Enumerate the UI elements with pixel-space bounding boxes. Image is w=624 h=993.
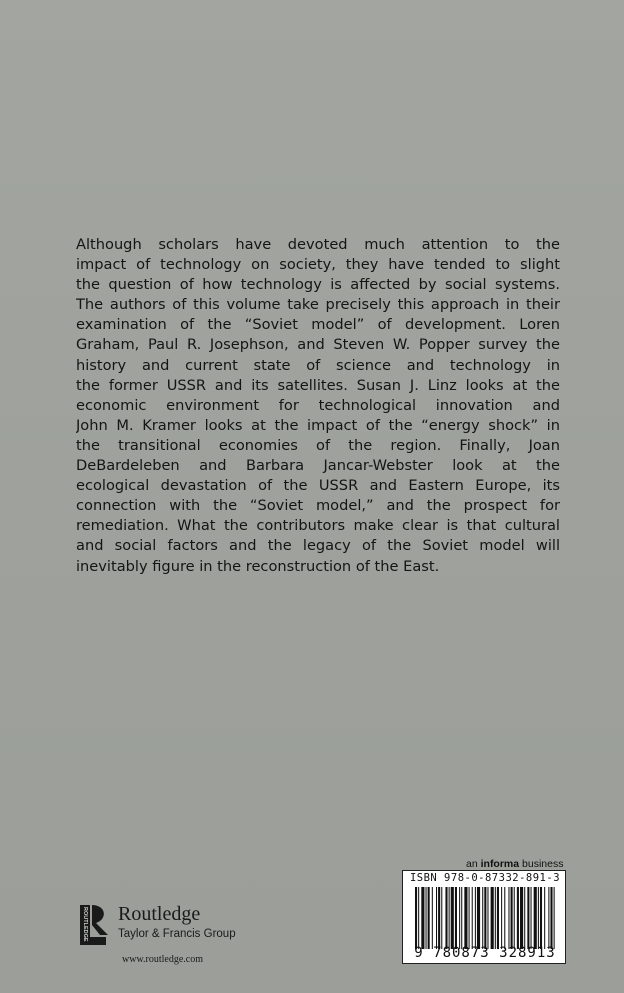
blurb-line: ecological devastation of the USSR and Eastern Europe, its	[76, 477, 560, 495]
blurb-line: The authors of this volume take precisely this approach in their	[76, 296, 560, 314]
publisher-group: Taylor & Francis Group	[118, 928, 236, 940]
barcode-bar	[464, 887, 467, 949]
barcode-bar	[491, 887, 494, 949]
barcode-bar	[531, 887, 532, 949]
barcode-bar	[538, 887, 539, 949]
barcode-bar	[514, 887, 515, 949]
blurb-line: DeBardeleben and Barbara Jancar-Webster look at the	[76, 457, 560, 475]
barcode-bar	[484, 887, 486, 949]
barcode-bar	[426, 887, 427, 949]
barcode-bar	[438, 887, 440, 949]
informa-suffix: business	[519, 858, 564, 870]
barcode-bar	[449, 887, 450, 949]
barcode-bar	[550, 887, 552, 949]
barcode	[402, 870, 566, 964]
barcode-bar	[497, 887, 499, 949]
barcode-bar	[428, 887, 430, 949]
barcode-bar	[534, 887, 537, 949]
informa-business-label	[466, 858, 563, 870]
barcode-bar	[432, 887, 433, 949]
routledge-logo-text: ROUTLEDGE	[82, 907, 88, 942]
blurb-line: inevitably figure in the reconstruction of the East.	[76, 557, 440, 575]
blurb-line: remediation. What the contributors make clear is that cultural	[76, 517, 560, 535]
blurb-line: the question of how technology is affected by social systems.	[76, 276, 560, 294]
barcode-bar	[477, 887, 480, 949]
publisher-url: www.routledge.com	[122, 954, 203, 965]
barcode-bar	[511, 887, 513, 949]
blurb-line: the former USSR and its satellites. Susan J. Linz looks at the	[76, 376, 560, 394]
blurb-line: John M. Kramer looks at the impact of the “energy shock” in	[76, 416, 560, 434]
barcode-bar	[436, 887, 437, 949]
blurb-line: Graham, Paul R. Josephson, and Steven W. Popper survey the	[76, 336, 560, 354]
barcode-bar	[445, 887, 447, 949]
barcode-bar	[501, 887, 502, 949]
barcode-bar	[459, 887, 460, 949]
barcode-bar	[472, 887, 473, 949]
barcode-bar	[504, 887, 505, 949]
isbn-label: ISBN 978-0-87332-891-3	[409, 872, 561, 884]
blurb-line: economic environment for technological innovation and	[76, 396, 560, 414]
barcode-bar	[508, 887, 509, 949]
barcode-digits: 9 780873 328913	[414, 945, 556, 961]
barcode-bar	[461, 887, 462, 949]
publisher-name: Routledge	[118, 903, 201, 925]
barcode-bar	[520, 887, 523, 949]
blurb-line: impact of technology on society, they have tended to slight	[76, 256, 560, 274]
barcode-bar	[527, 887, 529, 949]
informa-prefix: an	[466, 858, 481, 870]
blurb-line: history and current state of science and technology in	[76, 356, 560, 374]
routledge-logo-icon	[76, 903, 112, 947]
barcode-bar	[441, 887, 442, 949]
blurb-line: examination of the “Soviet model” of development. Loren	[76, 316, 560, 334]
barcode-bar	[475, 887, 476, 949]
blurb-line: the transitional economies of the region. Finally, Joan	[76, 436, 560, 454]
barcode-bar	[495, 887, 496, 949]
back-cover-blurb	[76, 235, 560, 577]
barcode-bar	[415, 887, 417, 949]
barcode-bars	[415, 887, 555, 949]
publisher-brand	[118, 903, 236, 941]
barcode-bar	[451, 887, 454, 949]
barcode-bar	[482, 887, 483, 949]
barcode-bar	[469, 887, 470, 949]
barcode-bar	[455, 887, 457, 949]
barcode-bar	[540, 887, 542, 949]
barcode-bar	[421, 887, 424, 949]
barcode-bar	[554, 887, 555, 949]
barcode-bar	[544, 887, 545, 949]
blurb-line: connection with the “Soviet model,” and the prospect for	[76, 497, 560, 515]
barcode-bar	[418, 887, 419, 949]
blurb-line: and social factors and the legacy of the Soviet model will	[76, 537, 560, 555]
barcode-bar	[548, 887, 549, 949]
informa-brand: informa	[480, 858, 520, 870]
blurb-line: Although scholars have devoted much attention to the	[76, 236, 560, 253]
barcode-bar	[517, 887, 519, 949]
barcode-bar	[487, 887, 488, 949]
barcode-bar	[524, 887, 525, 949]
